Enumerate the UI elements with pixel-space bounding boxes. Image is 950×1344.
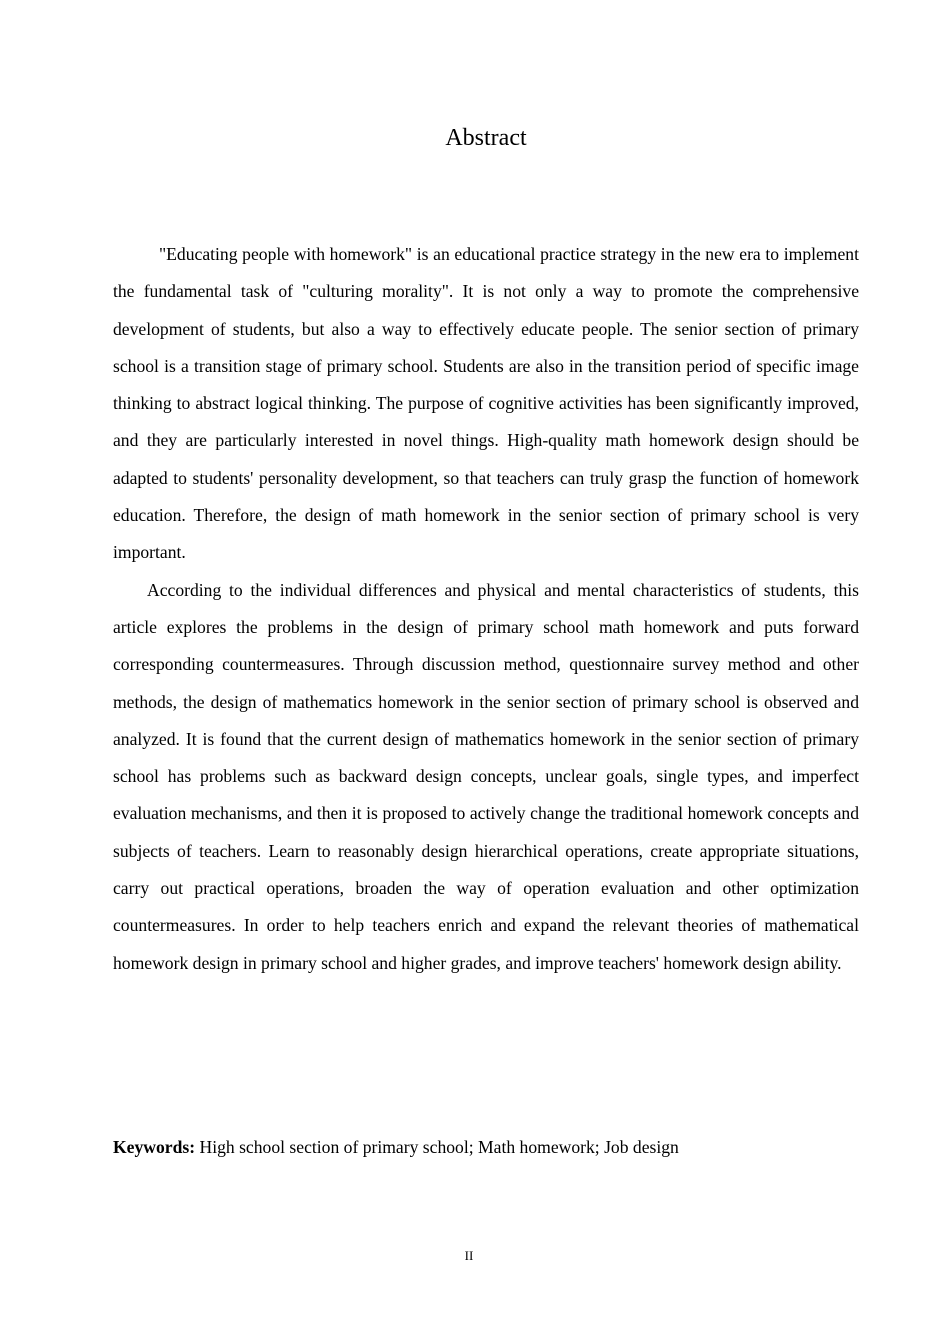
- abstract-body: [113, 236, 859, 982]
- keywords-text: High school section of primary school; Math homework; Job design: [195, 1137, 679, 1157]
- abstract-paragraph-1: "Educating people with homework" is an educational practice strategy in the new era to implement the fundamental task of "culturing morality". It is not only a way to promote the comprehensive development of students, but also a way to effectively educate people. The senior section of primary school is a transition stage of primary school. Students are also in the transition period of specific image thinking to abstract logical thinking. The purpose of cognitive activities has been significantly improved, and they are particularly interested in novel things. High-quality math homework design should be adapted to students' personality development, so that teachers can truly grasp the function of homework education. Therefore, the design of math homework in the senior section of primary school is very important.: [113, 244, 859, 563]
- abstract-paragraph-2: According to the individual differences and physical and mental characteristics of students, this article explores the problems in the design of primary school math homework and puts forward corresponding countermeasures. Through discussion method, questionnaire survey method and other methods, the design of mathematics homework in the senior section of primary school is observed and analyzed. It is found that the current design of mathematics homework in the senior section of primary school has problems such as backward design concepts, unclear goals, single types, and imperfect evaluation mechanisms, and then it is proposed to actively change the traditional homework concepts and subjects of teachers. Learn to reasonably design hierarchical operations, create appropriate situations, carry out practical operations, broaden the way of operation evaluation and other optimization countermeasures. In order to help teachers enrich and expand the relevant theories of mathematical homework design in primary school and higher grades, and improve teachers' homework design ability.: [113, 579, 859, 973]
- keywords-line: [113, 1131, 859, 1163]
- abstract-title: Abstract: [445, 125, 527, 151]
- keywords-label: Keywords:: [113, 1137, 196, 1157]
- page-number: II: [464, 1248, 474, 1263]
